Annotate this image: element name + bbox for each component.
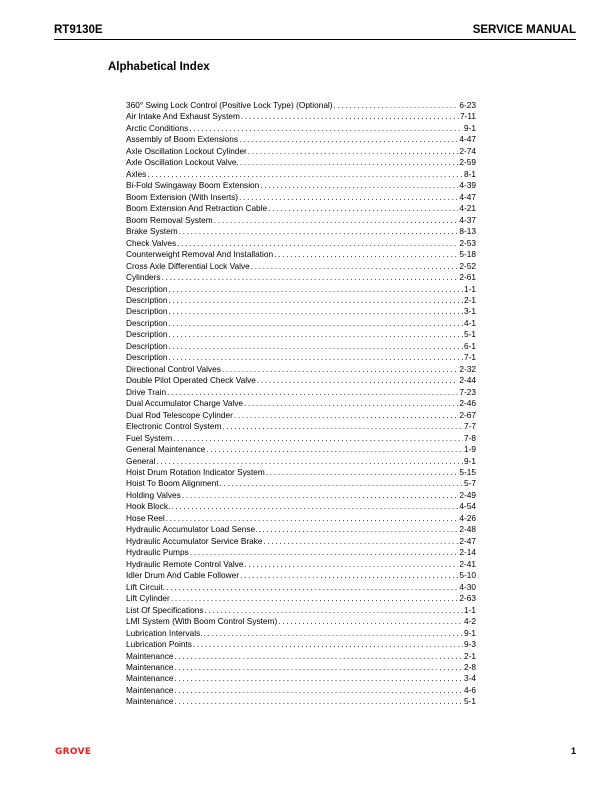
index-entry[interactable]: [126, 616, 476, 627]
index-entry-page: 4-37: [459, 214, 476, 225]
index-entry-page: 7-1: [464, 352, 476, 363]
dot-leader: [166, 513, 459, 524]
index-entry-page: 7-11: [460, 111, 476, 122]
index-entry-page: 4-39: [459, 180, 476, 191]
index-entry-page: 4-1: [464, 317, 476, 328]
index-entry[interactable]: [126, 639, 476, 650]
dot-leader: [244, 398, 458, 409]
index-entry-page: 4-30: [459, 581, 476, 592]
index-entry-page: 2-67: [459, 409, 476, 420]
index-list: [126, 100, 476, 708]
index-entry-label: Dual Rod Telescope Cylinder: [126, 409, 233, 420]
index-entry[interactable]: [126, 524, 476, 535]
dot-leader: [222, 421, 463, 432]
index-entry-label: Idler Drum And Cable Follower: [126, 570, 239, 581]
index-entry-page: 2-14: [459, 547, 476, 558]
index-entry-page: 9-1: [464, 455, 476, 466]
index-entry-page: 2-46: [459, 398, 476, 409]
index-entry[interactable]: [126, 123, 476, 134]
dot-leader: [204, 628, 463, 639]
index-entry-label: Cross Axle Differential Lock Valve: [126, 260, 250, 271]
index-entry[interactable]: [126, 364, 476, 375]
index-entry-page: 5-15: [459, 467, 476, 477]
index-entry-label: General: [126, 455, 156, 466]
index-entry[interactable]: [126, 169, 476, 180]
dot-leader: [241, 111, 459, 122]
index-entry-page: 9-3: [464, 639, 476, 650]
index-entry-label: General Maintenance: [126, 444, 206, 455]
dot-leader: [189, 123, 463, 134]
index-entry[interactable]: [126, 284, 476, 295]
dot-leader: [173, 433, 463, 444]
index-entry[interactable]: [126, 421, 476, 432]
dot-leader: [264, 536, 459, 547]
dot-leader: [166, 582, 458, 593]
dot-leader: [175, 662, 463, 673]
index-entry-page: 2-48: [459, 524, 476, 535]
index-entry-label: Dual Accumulator Charge Valve: [126, 398, 243, 409]
dot-leader: [169, 318, 463, 329]
index-entry-label: Electronic Control System: [126, 421, 222, 432]
index-entry-label: Directional Control Valves: [126, 363, 221, 374]
index-entry-label: Description: [126, 352, 168, 363]
index-entry[interactable]: [126, 444, 476, 455]
index-entry-label: Cylinders: [126, 272, 161, 283]
index-entry[interactable]: [126, 398, 476, 409]
page-header: [54, 24, 576, 40]
index-entry-page: 8-13: [459, 226, 476, 237]
index-entry-page: 2-59: [459, 157, 476, 168]
index-entry[interactable]: [126, 238, 476, 249]
dot-leader: [234, 410, 459, 421]
index-entry-label: Description: [126, 317, 168, 328]
index-entry[interactable]: [126, 651, 476, 662]
index-entry-page: 4-21: [459, 203, 476, 214]
index-entry-page: 3-4: [464, 673, 476, 684]
index-entry-label: Air Intake And Exhaust System: [126, 111, 240, 122]
index-entry[interactable]: [126, 662, 476, 673]
index-entry-label: Bi-Fold Swingaway Boom Extension: [126, 180, 260, 191]
model-name: RT9130E: [54, 24, 103, 36]
index-entry-label: Boom Extension (With Inserts): [126, 191, 239, 202]
dot-leader: [258, 524, 458, 535]
index-entry-page: 2-41: [459, 558, 476, 569]
dot-leader: [251, 261, 459, 272]
index-entry-label: Description: [126, 294, 168, 305]
dot-leader: [169, 341, 463, 352]
index-entry-label: Lubrication Intervals.: [126, 627, 203, 638]
index-entry-label: Hydraulic Remote Control Valve: [126, 558, 244, 569]
index-entry-page: 5-10: [459, 570, 476, 581]
dot-leader: [206, 444, 463, 455]
dot-leader: [175, 696, 463, 707]
index-entry-label: Hook Block.: [126, 501, 171, 512]
index-entry-label: Axle Oscillation Lockout Cylinder: [126, 145, 247, 156]
index-entry-label: Maintenance: [126, 650, 174, 661]
index-entry-page: 2-53: [459, 237, 476, 248]
index-entry-page: 9-1: [464, 627, 476, 638]
index-entry-label: Description: [126, 329, 168, 340]
index-entry[interactable]: [126, 375, 476, 386]
dot-leader: [171, 501, 458, 512]
index-entry-label: Maintenance: [126, 684, 174, 695]
dot-leader: [244, 559, 458, 570]
index-entry-page: 4-47: [459, 191, 476, 202]
index-entry[interactable]: [126, 134, 476, 145]
index-entry-label: Lubrication Points: [126, 639, 192, 650]
dot-leader: [274, 249, 458, 260]
dot-leader: [278, 616, 463, 627]
dot-leader: [167, 387, 458, 398]
index-entry[interactable]: [126, 490, 476, 501]
index-entry-label: Maintenance: [126, 696, 174, 707]
index-entry[interactable]: [126, 547, 476, 558]
index-entry-label: Hydraulic Pumps: [126, 547, 189, 558]
index-entry[interactable]: [126, 203, 476, 214]
index-entry-page: 3-1: [464, 306, 476, 317]
index-entry-label: Hoist Drum Rotation Indicator System: [126, 467, 265, 477]
index-entry-page: 4-47: [459, 134, 476, 145]
index-entry-label: Maintenance: [126, 673, 174, 684]
dot-leader: [175, 673, 463, 684]
index-entry-label: Holding Valves: [126, 489, 181, 500]
dot-leader: [169, 284, 463, 295]
index-entry-page: 9-1: [464, 122, 476, 133]
index-entry[interactable]: [126, 536, 476, 547]
index-entry-page: 5-7: [464, 478, 476, 489]
index-entry-page: 1-1: [464, 283, 476, 294]
index-entry-page: 2-32: [459, 363, 476, 374]
dot-leader: [169, 295, 463, 306]
index-entry[interactable]: [126, 192, 476, 203]
index-entry-label: Axles: [126, 168, 147, 179]
dot-leader: [239, 134, 458, 145]
index-entry[interactable]: [126, 559, 476, 570]
index-entry[interactable]: [126, 456, 476, 467]
index-entry-label: Double Pilot Operated Check Valve: [126, 375, 256, 386]
dot-leader: [266, 467, 459, 478]
index-entry-page: 1-1: [464, 604, 476, 615]
index-entry-page: 6-1: [464, 340, 476, 351]
index-entry[interactable]: [126, 226, 476, 237]
index-entry-label: Maintenance: [126, 661, 174, 672]
index-entry-page: 2-8: [464, 661, 476, 672]
dot-leader: [190, 547, 459, 558]
index-entry-page: 5-1: [464, 329, 476, 340]
dot-leader: [177, 238, 458, 249]
index-entry-label: Description: [126, 340, 168, 351]
index-entry-page: 6-23: [459, 100, 476, 110]
dot-leader: [240, 570, 458, 581]
dot-leader: [248, 146, 459, 157]
index-entry[interactable]: [126, 249, 476, 260]
index-entry[interactable]: [126, 157, 476, 168]
index-entry[interactable]: [126, 261, 476, 272]
index-entry[interactable]: [126, 570, 476, 581]
index-entry-label: Drive Train: [126, 386, 167, 397]
index-entry-page: 5-18: [459, 249, 476, 260]
dot-leader: [179, 226, 459, 237]
index-entry-page: 2-1: [464, 650, 476, 661]
index-entry[interactable]: [126, 410, 476, 421]
dot-leader: [204, 605, 463, 616]
index-entry-page: 8-1: [464, 168, 476, 179]
dot-leader: [182, 490, 459, 501]
index-entry-label: Lift Circuit.: [126, 581, 166, 592]
dot-leader: [169, 306, 463, 317]
index-entry-label: Fuel System: [126, 432, 173, 443]
dot-leader: [169, 329, 463, 340]
index-entry[interactable]: [126, 295, 476, 306]
dot-leader: [157, 456, 463, 467]
index-entry[interactable]: [126, 605, 476, 616]
index-entry[interactable]: [126, 478, 476, 489]
index-entry[interactable]: [126, 433, 476, 444]
dot-leader: [260, 180, 458, 191]
index-entry-label: Check Valves: [126, 237, 177, 248]
index-entry-label: List Of Specifications: [126, 604, 204, 615]
index-entry-page: 1-9: [464, 444, 476, 455]
index-entry[interactable]: [126, 352, 476, 363]
index-entry-label: Assembly of Boom Extensions: [126, 134, 239, 145]
index-entry-page: 4-54: [459, 501, 476, 512]
index-entry-label: Axle Oscillation Lockout Valve.: [126, 157, 239, 168]
index-entry-page: 2-1: [464, 294, 476, 305]
index-entry[interactable]: [126, 628, 476, 639]
dot-leader: [240, 157, 459, 168]
index-entry-label: Hoist To Boom Alignment: [126, 478, 219, 489]
index-entry[interactable]: [126, 582, 476, 593]
index-entry[interactable]: [126, 306, 476, 317]
index-entry[interactable]: [126, 111, 476, 122]
index-entry[interactable]: [126, 318, 476, 329]
index-entry-label: Hydraulic Accumulator Service Brake: [126, 535, 263, 546]
index-entry-label: Hose Reel: [126, 512, 165, 523]
index-entry-page: 2-44: [459, 375, 476, 386]
index-entry-page: 4-6: [464, 684, 476, 695]
page-title: Alphabetical Index: [108, 61, 210, 73]
index-entry-page: 2-52: [459, 260, 476, 271]
dot-leader: [334, 100, 459, 111]
index-entry-label: LMI System (With Boom Control System): [126, 616, 278, 627]
index-entry-page: 5-1: [464, 696, 476, 707]
index-entry[interactable]: [126, 673, 476, 684]
index-entry[interactable]: [126, 146, 476, 157]
index-entry-label: Counterweight Removal And Installation: [126, 249, 274, 260]
manual-title: SERVICE MANUAL: [472, 24, 576, 36]
index-entry-page: 7-8: [464, 432, 476, 443]
index-entry-label: Lift Cylinder: [126, 593, 170, 604]
dot-leader: [257, 375, 458, 386]
index-entry-page: 2-49: [459, 489, 476, 500]
dot-leader: [162, 272, 459, 283]
index-entry-page: 7-23: [459, 386, 476, 397]
index-entry-page: 4-2: [464, 616, 476, 627]
index-entry[interactable]: [126, 329, 476, 340]
index-entry[interactable]: [126, 593, 476, 604]
dot-leader: [147, 169, 463, 180]
index-entry-page: 2-47: [459, 535, 476, 546]
index-entry-page: 4-26: [459, 512, 476, 523]
index-entry[interactable]: [126, 272, 476, 283]
dot-leader: [214, 215, 459, 226]
index-entry[interactable]: [126, 501, 476, 512]
index-entry-label: 360° Swing Lock Control (Positive Lock Type) (Optional): [126, 100, 333, 110]
dot-leader: [193, 639, 463, 650]
index-entry-label: Hydraulic Accumulator Load Sense.: [126, 524, 258, 535]
index-entry-label: Description: [126, 306, 168, 317]
dot-leader: [175, 651, 463, 662]
index-entry[interactable]: [126, 513, 476, 524]
index-entry[interactable]: [126, 467, 476, 478]
dot-leader: [175, 685, 463, 696]
index-entry-page: 2-63: [459, 593, 476, 604]
dot-leader: [239, 192, 458, 203]
index-entry-page: 7-7: [464, 421, 476, 432]
index-entry-label: Boom Extension And Retraction Cable: [126, 203, 268, 214]
dot-leader: [169, 352, 463, 363]
dot-leader: [220, 478, 463, 489]
dot-leader: [268, 203, 458, 214]
index-entry-label: Brake System: [126, 226, 178, 237]
index-entry-label: Boom Removal System: [126, 214, 213, 225]
index-entry-page: 2-74: [459, 145, 476, 156]
index-entry-page: 2-61: [459, 272, 476, 283]
dot-leader: [222, 364, 459, 375]
index-entry[interactable]: [126, 341, 476, 352]
index-entry[interactable]: [126, 180, 476, 191]
index-entry[interactable]: [126, 215, 476, 226]
page-number: 1: [570, 746, 576, 756]
index-entry-label: Description: [126, 283, 168, 294]
dot-leader: [171, 593, 459, 604]
index-entry[interactable]: [126, 685, 476, 696]
index-entry-label: Arctic Conditions: [126, 122, 189, 133]
brand-logo: GROVE: [55, 747, 92, 757]
index-entry[interactable]: [126, 100, 476, 111]
index-entry[interactable]: [126, 696, 476, 707]
index-entry[interactable]: [126, 387, 476, 398]
